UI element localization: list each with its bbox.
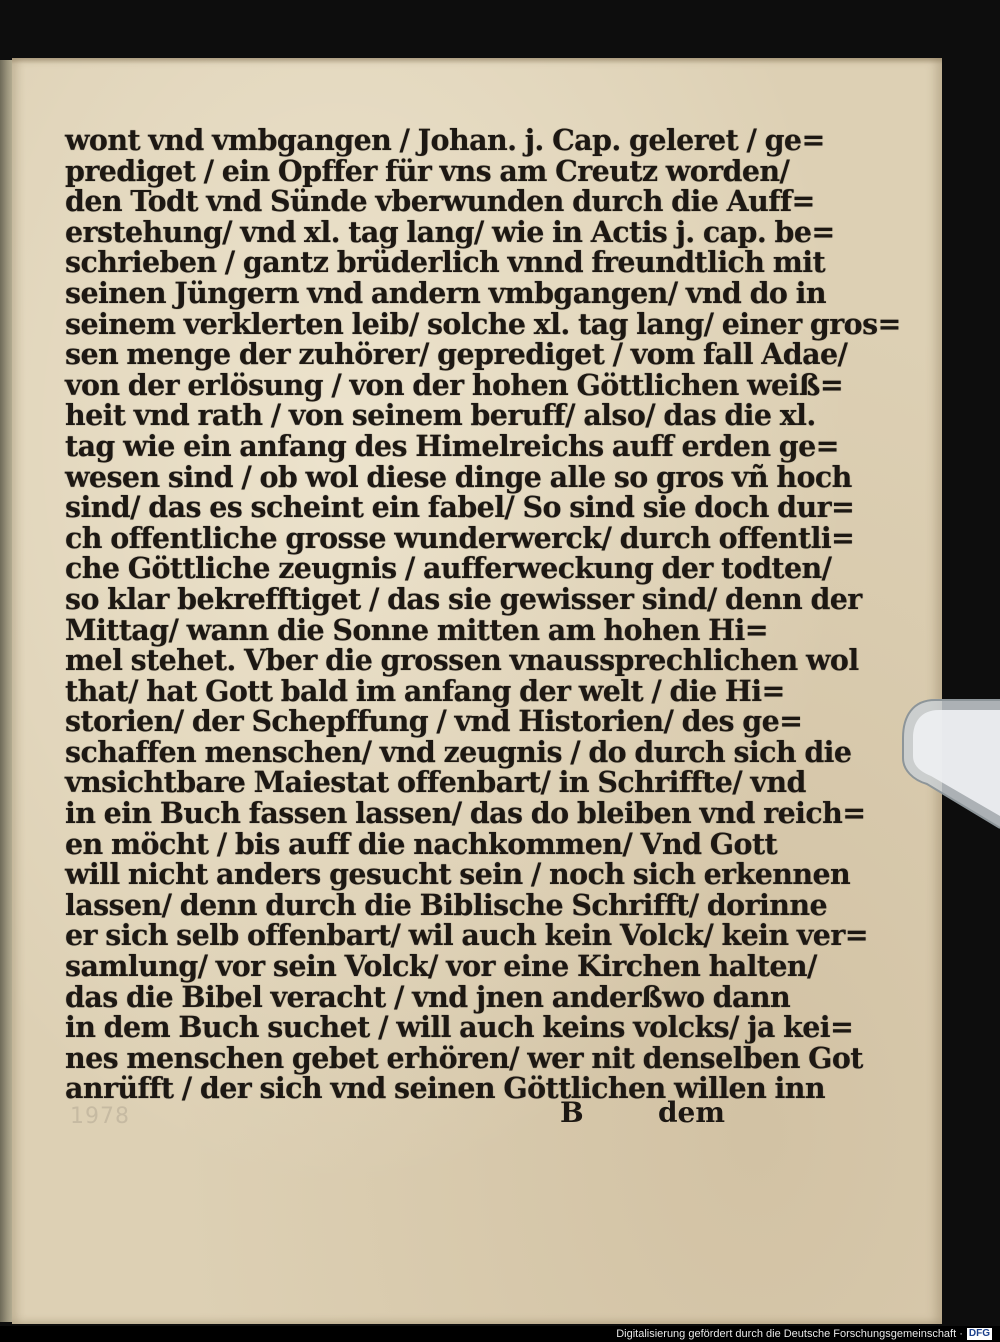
text-line: sind/ das es scheint ein fabel/ So sind sie doch dur= <box>65 490 855 525</box>
text-line: Mittag/ wann die Sonne mitten am hohen Hi= <box>65 612 768 647</box>
text-line: seinen Jüngern vnd andern vmbgangen/ vnd do in <box>65 275 826 310</box>
text-line: vnsichtbare Maiestat offenbart/ in Schriffte/ vnd <box>65 765 806 800</box>
text-line: wont vnd vmbgangen / Johan. j. Cap. geleret / ge= <box>65 123 825 157</box>
signature-mark: B <box>560 1096 584 1129</box>
book-binding-edge <box>0 60 12 1322</box>
page-text-block <box>65 123 901 1106</box>
text-line: sen menge der zuhörer/ geprediget / vom fall Adae/ <box>65 337 848 372</box>
text-line: en möcht / bis auff die nachkommen/ Vnd Gott <box>65 826 778 861</box>
text-line: so klar bekrefftiget / das sie gewisser sind/ denn der <box>65 581 862 616</box>
text-line: prediget / ein Opffer für vns am Creutz worden/ <box>65 153 790 188</box>
library-stamp: 1978 <box>70 1104 130 1129</box>
text-line: anrüfft / der sich vnd seinen Göttlichen willen inn <box>65 1071 825 1106</box>
text-line: das die Bibel veracht / vnd jnen anderßwo dann <box>65 979 791 1014</box>
text-line: that/ hat Gott bald im anfang der welt / die Hi= <box>65 673 785 708</box>
text-line: storien/ der Schepffung / vnd Historien/ des ge= <box>65 704 803 739</box>
text-line: seinem verklerten leib/ solche xl. tag lang/ einer gros= <box>65 306 901 341</box>
text-line: nes menschen gebet erhören/ wer nit denselben Got <box>65 1040 863 1075</box>
text-line: in dem Buch suchet / will auch keins volcks/ ja kei= <box>65 1010 854 1045</box>
catchword: dem <box>657 1096 725 1129</box>
text-line: er sich selb offenbart/ wil auch kein Volck/ kein ver= <box>65 918 869 953</box>
text-line: mel stehet. Vber die grossen vnaussprechlichen wol <box>65 643 859 678</box>
page-top-shadow <box>12 58 942 64</box>
text-line: in ein Buch fassen lassen/ das do bleiben vnd reich= <box>65 796 866 831</box>
text-line: che Göttliche zeugnis / aufferweckung der todten/ <box>65 551 832 586</box>
text-line: samlung/ vor sein Volck/ vor eine Kirchen halten/ <box>65 949 817 984</box>
credit-text: Digitalisierung gefördert durch die Deutsche Forschungsgemeinschaft · <box>616 1328 963 1340</box>
text-line: erstehung/ vnd xl. tag lang/ wie in Actis j. cap. be= <box>65 214 835 249</box>
text-line: tag wie ein anfang des Himelreichs auff erden ge= <box>65 428 839 463</box>
text-line: schrieben / gantz brüderlich vnnd freundtlich mit <box>65 245 826 280</box>
funding-credit <box>616 1326 992 1342</box>
text-line: ch offentliche grosse wunderwerck/ durch offentli= <box>65 520 855 555</box>
text-line: lassen/ denn durch die Biblische Schrifft/ dorinne <box>65 887 828 922</box>
text-line: schaffen menschen/ vnd zeugnis / do durch sich die <box>65 734 852 769</box>
text-line: will nicht anders gesucht sein / noch sich erkennen <box>65 857 851 892</box>
text-line: von der erlösung / von der hohen Göttlichen weiß= <box>65 367 844 402</box>
dfg-logo: DFG <box>968 1328 990 1340</box>
page-clip-icon <box>895 698 1000 838</box>
page-footer-marks <box>560 1096 725 1130</box>
text-line: wesen sind / ob wol diese dinge alle so gros vñ hoch <box>65 459 852 494</box>
text-line: heit vnd rath / von seinem beruff/ also/ das die xl. <box>65 398 816 433</box>
text-line: den Todt vnd Sünde vberwunden durch die Auff= <box>65 184 815 219</box>
